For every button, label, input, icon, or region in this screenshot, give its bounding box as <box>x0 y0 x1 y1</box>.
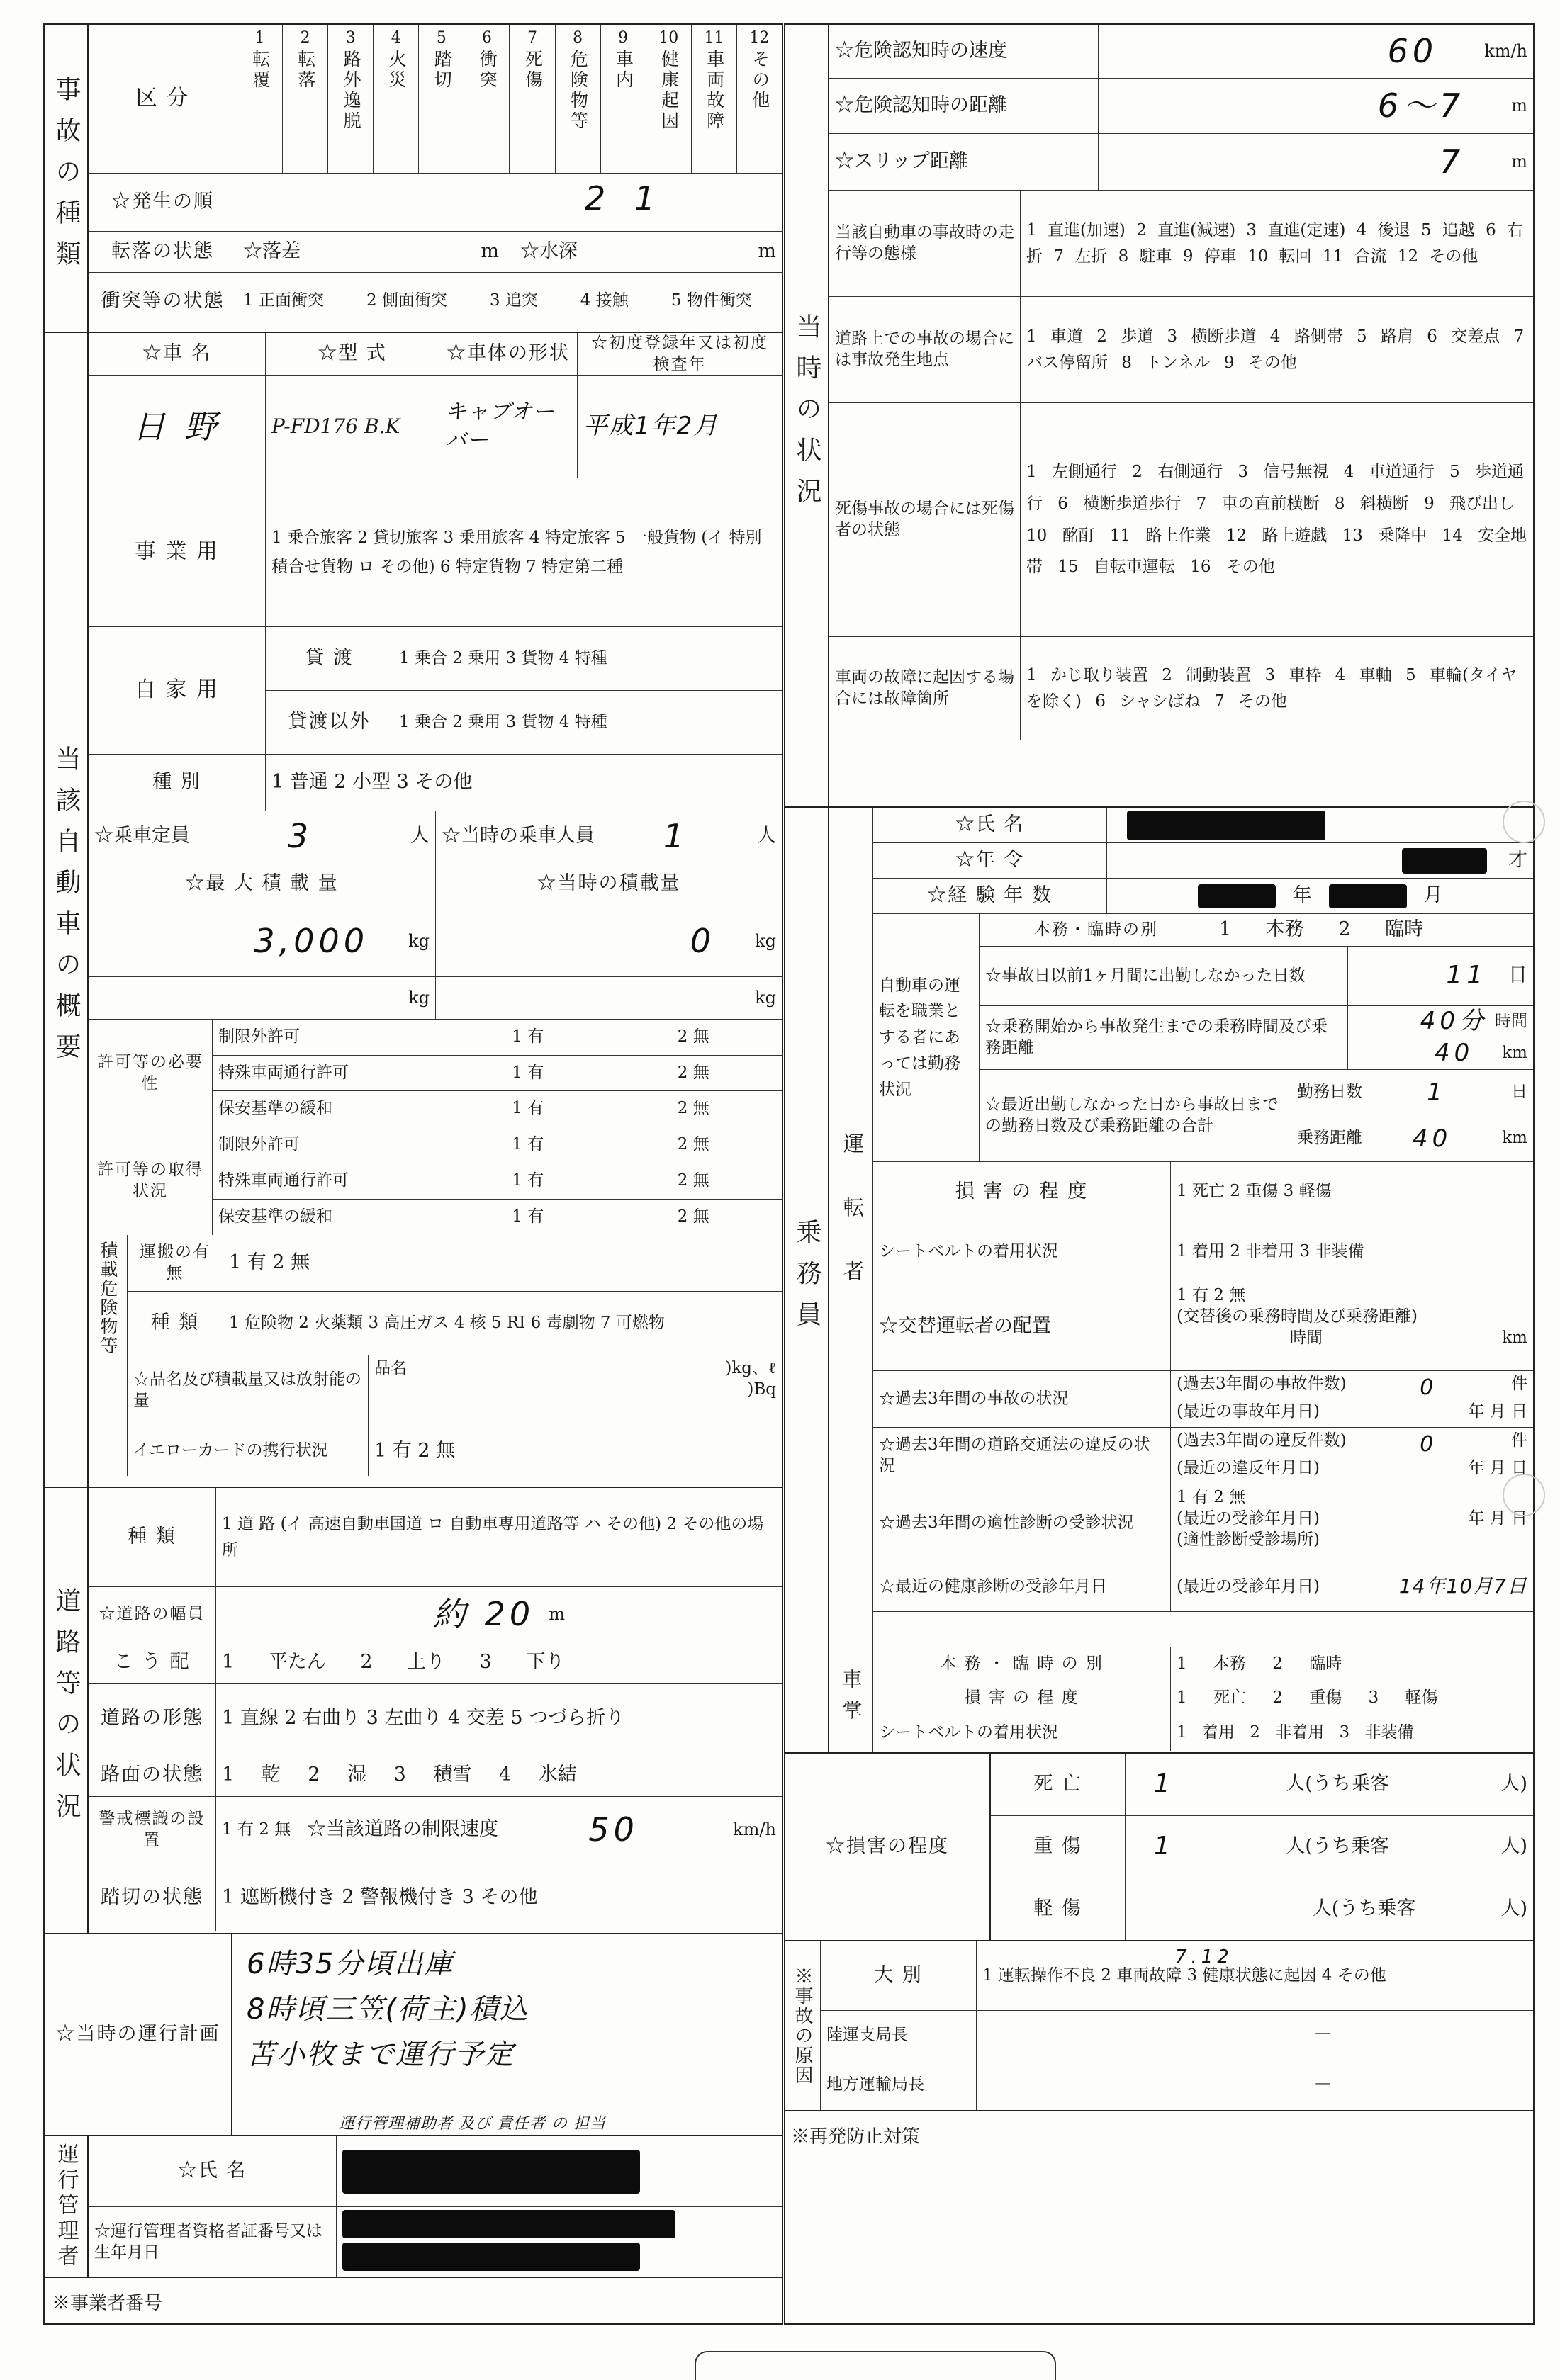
c-belt-opts: 1 着用 2 非着用 3 非装備 <box>1177 1723 1414 1742</box>
travel-opts: 1 直進(加速) 2 直進(減速) 3 直進(定速) 4 後退 5 追越 6 右折 7 左折 8 駐車 9 停車 10 転回 11 合流 12 その他 <box>1026 220 1524 266</box>
accident-category-3 <box>328 25 374 173</box>
kind-opts: 1 普通 2 小型 3 その他 <box>271 771 473 794</box>
permit-no: 2 無 <box>677 1027 709 1046</box>
biz-opts: 1 乗合旅客 2 貸切旅客 3 乗用旅客 4 特定旅客 5 一般貨物 (イ 特別積合せ貨物 ロ その他) 6 特定貨物 7 特定第二種 <box>271 529 762 576</box>
permit-get-row <box>213 1200 782 1235</box>
road-title: 道路等の状況 <box>45 1488 89 1933</box>
category-list <box>237 25 782 173</box>
past-vio-count-label: (過去3年間の違反件数) <box>1177 1431 1347 1450</box>
road-width-unit: m <box>549 1604 565 1625</box>
accident-category-text: その他 <box>749 50 770 112</box>
nolend-label: 貸渡以外 <box>266 691 393 754</box>
capacity-label: ☆乗車定員 <box>94 825 190 847</box>
reg-label: ☆初度登録年又は初度検査年 <box>591 333 768 373</box>
health-value: 14年10月7日 <box>1398 1574 1527 1598</box>
order-value-1: 2 <box>585 179 610 218</box>
aptitude-opts: 1 有 2 無 <box>1177 1488 1246 1506</box>
road-shape-label: 道路の形態 <box>89 1684 216 1754</box>
accident-category-number: 8 <box>573 29 583 47</box>
aptitude-label: ☆過去3年間の適性診断の受診状況 <box>873 1484 1171 1562</box>
speed-value: 60 <box>1387 32 1438 71</box>
road-width-label: ☆道路の幅員 <box>89 1587 216 1642</box>
accident-category-number: 6 <box>481 29 492 47</box>
accident-type-title: 事故の種類 <box>45 25 89 332</box>
kubun-label: 区 分 <box>89 25 237 173</box>
minor-unit: 人(うち乗客 <box>1312 1897 1416 1920</box>
accident-category-6 <box>464 25 510 173</box>
road-section <box>45 1488 782 1934</box>
injury-label: 損 害 の 程 度 <box>873 1162 1171 1222</box>
permit-yes: 1 有 <box>512 1171 544 1190</box>
death-close: 人) <box>1500 1773 1527 1795</box>
slip-value: 7 <box>1439 142 1465 181</box>
road-place-label: 道路上での事故の場合には事故発生地点 <box>829 297 1021 402</box>
haz-kind-label: 種 類 <box>128 1292 223 1355</box>
maxload-value: 3,000 <box>254 922 369 961</box>
accident-category-text: 危険物等 <box>568 50 589 132</box>
dist-value: 40 <box>1412 1124 1452 1153</box>
accident-type-section <box>45 25 782 333</box>
permit-item-label: 制限外許可 <box>213 1020 439 1055</box>
plan-line-2: 8時頃三笠(荷主)積込 <box>247 1993 529 2026</box>
driver-exp-month: 月 <box>1423 884 1443 907</box>
left-column <box>43 23 783 2325</box>
worktime-label: ☆乗務開始から事故発生までの乗務時間及び乗務距離 <box>980 1006 1348 1069</box>
road-width-value: 約 20 <box>433 1595 535 1634</box>
yellow-opts: 1 有 2 無 <box>374 1439 456 1462</box>
manager-cert-label: ☆運行管理者資格者証番号又は生年月日 <box>89 2207 337 2278</box>
collision-opt-3: 3 追突 <box>489 291 538 310</box>
accident-category-number: 2 <box>300 29 310 47</box>
dist-label: 乗務距離 <box>1297 1128 1362 1147</box>
c-type-label: 本 務 ・ 臨 時 の 別 <box>873 1647 1171 1681</box>
operator-number-label: ※事業者番号 <box>52 2293 163 2314</box>
distance-unit: m <box>1511 96 1527 116</box>
punch-hole-mark-2 <box>1503 1474 1545 1516</box>
yellow-label: イエローカードの携行状況 <box>128 1426 369 1476</box>
serious-close: 人) <box>1500 1835 1527 1858</box>
relief-opts: 1 有 2 無 <box>1177 1286 1246 1304</box>
relief-km: km <box>1502 1328 1527 1347</box>
permit-get-row <box>213 1163 782 1200</box>
accident-category-4 <box>374 25 419 173</box>
accident-category-2 <box>283 25 328 173</box>
c-type-opts: 1 本務 2 臨時 <box>1177 1654 1342 1673</box>
curload-unit-2: kg <box>755 988 776 1008</box>
permit-no: 2 無 <box>677 1063 709 1082</box>
belt-opts: 1 着用 2 非着用 3 非装備 <box>1177 1242 1364 1261</box>
capacity-unit: 人 <box>410 825 430 847</box>
minor-close: 人) <box>1500 1897 1527 1920</box>
accident-category-text: 健康起因 <box>658 50 680 132</box>
accident-category-number: 10 <box>658 29 679 47</box>
manager-title: 運行管理者 <box>45 2136 89 2277</box>
crew-title: 乗務員 <box>785 808 829 1752</box>
permit-item-opts <box>439 1127 782 1163</box>
biz-label: 事 業 用 <box>89 478 266 626</box>
past-acc-ymd: 年 月 日 <box>1468 1402 1527 1421</box>
permit-yes: 1 有 <box>512 1207 544 1226</box>
permit-need-row <box>213 1091 782 1127</box>
c-belt-label: シートベルトの着用状況 <box>873 1715 1171 1751</box>
dist-unit: km <box>1502 1128 1527 1147</box>
travel-label: 当該自動車の事故時の走行等の態様 <box>829 191 1021 296</box>
accident-category-number: 9 <box>618 29 629 47</box>
kind-label: 種 別 <box>89 755 266 811</box>
past-vio-unit: 件 <box>1511 1431 1527 1450</box>
accident-category-text: 踏切 <box>432 50 453 91</box>
haz-unit-1: )kg、ℓ <box>725 1359 776 1377</box>
aptitude-ymd: 年 月 日 <box>1468 1508 1527 1528</box>
permit-need-label: 許可等の必要性 <box>89 1020 213 1127</box>
distance-label: ☆危険認知時の距離 <box>829 79 1099 133</box>
accident-category-text: 転覆 <box>249 50 271 91</box>
limit-label: ☆当該道路の制限速度 <box>307 1818 498 1841</box>
accident-category-number: 11 <box>704 29 724 47</box>
order-label: ☆発生の順 <box>89 174 237 231</box>
driver-exp-year-redacted <box>1198 884 1276 908</box>
c-injury-label: 損 害 の 程 度 <box>873 1681 1171 1715</box>
region-value: － <box>1313 2073 1332 2096</box>
accident-category-text: 火災 <box>386 50 408 91</box>
workdist-unit: km <box>1502 1043 1527 1062</box>
victim-opts: 1 左側通行 2 右側通行 3 信号無視 4 車道通行 5 歩道通行 6 横断歩道歩行 7 車の直前横断 8 斜横断 9 飛び出し 10 酩酊 11 路上作業 12 路上遊戯 13 乗降中 14 安全地帯 15 自転車運転 16 その他 <box>1026 462 1527 577</box>
accident-category-7 <box>510 25 555 173</box>
duty-label: 自動車の運転を職業とする者にあっては勤務状況 <box>873 914 980 1161</box>
permit-no: 2 無 <box>677 1207 709 1226</box>
permit-item-opts <box>439 1091 782 1127</box>
accident-category-10 <box>646 25 692 173</box>
defect-label: 車両の故障に起因する場合には故障箇所 <box>829 637 1021 740</box>
driver-exp-month-redacted <box>1329 884 1407 908</box>
accident-category-8 <box>556 25 601 173</box>
accident-category-number: 4 <box>391 29 401 47</box>
shape-value: キャブオーバー <box>439 376 578 478</box>
major-note: 7.12 <box>1175 1946 1233 1968</box>
conductor-title: 車掌 <box>839 1669 863 1731</box>
accident-category-number: 3 <box>345 29 356 47</box>
manager-dob-redacted <box>342 2243 640 2271</box>
driver-exp-year: 年 <box>1292 884 1312 907</box>
haz-name-label: ☆品名及び積載量又は放射能の量 <box>128 1355 369 1426</box>
surface-label: 路面の状態 <box>89 1754 216 1796</box>
past-acc-label: ☆過去3年間の事故の状況 <box>873 1371 1171 1427</box>
accident-category-text: 衝突 <box>477 50 498 91</box>
permit-no: 2 無 <box>677 1099 709 1118</box>
surface-opts: 1 乾 2 湿 3 積雪 4 氷結 <box>222 1764 577 1786</box>
worktime-unit: 時間 <box>1495 1012 1527 1031</box>
distance-value: 6〜7 <box>1377 86 1465 125</box>
past-vio-date-label: (最近の違反年月日) <box>1177 1459 1320 1477</box>
rest-unit: 日 <box>1508 964 1527 987</box>
plan-line-1: 6時35分頃出庫 <box>247 1948 454 1980</box>
car-name-value: 日 野 <box>89 376 266 478</box>
defect-opts: 1 かじ取り装置 2 制動装置 3 車枠 4 車軸 5 車輪(タイヤを除く) 6 シャシばね 7 その他 <box>1026 665 1517 711</box>
permit-item-label: 特殊車両通行許可 <box>213 1163 439 1199</box>
permit-item-label: 制限外許可 <box>213 1127 439 1163</box>
plan-line-3: 苫小牧まで運行予定 <box>247 2038 515 2071</box>
road-kind-label: 種 類 <box>89 1488 216 1586</box>
manager-section <box>45 2136 782 2278</box>
permit-item-opts <box>439 1200 782 1235</box>
permit-item-opts <box>439 1163 782 1199</box>
damage-label: ☆損害の程度 <box>785 1754 991 1940</box>
permit-yes: 1 有 <box>512 1027 544 1046</box>
days-value: 1 <box>1427 1078 1447 1107</box>
permit-item-opts <box>439 1056 782 1091</box>
aptitude-place-label: (適性診断受診場所) <box>1177 1530 1320 1549</box>
relief-note: (交替後の乗務時間及び乗務距離) <box>1177 1307 1418 1326</box>
serious-value: 1 <box>1154 1832 1174 1861</box>
situation-title: 当時の状況 <box>785 25 829 806</box>
prevent-label: ※再発防止対策 <box>791 2126 921 2148</box>
damage-section <box>785 1754 1533 1941</box>
death-unit: 人(うち乗客 <box>1286 1773 1389 1795</box>
riders-value: 1 <box>663 817 689 856</box>
private-label: 自 家 用 <box>89 627 266 754</box>
punch-hole-mark <box>1503 801 1545 843</box>
curload-label: ☆当時の積載量 <box>537 872 681 895</box>
slip-unit: m <box>1511 152 1527 172</box>
accident-category-number: 7 <box>527 29 537 47</box>
driver-title: 運転者 <box>838 1132 864 1324</box>
past-vio-count: 0 <box>1420 1432 1438 1457</box>
permit-yes: 1 有 <box>512 1063 544 1082</box>
permit-yes: 1 有 <box>512 1135 544 1154</box>
permit-item-opts <box>439 1020 782 1055</box>
accident-category-text: 車内 <box>613 50 634 91</box>
riders-unit: 人 <box>757 825 776 847</box>
accident-category-12 <box>737 25 782 173</box>
haz-kind-opts: 1 危険物 2 火薬類 3 高圧ガス 4 核 5 RI 6 毒劇物 7 可燃物 <box>229 1313 665 1332</box>
worktime-value: 40分 <box>1420 1007 1488 1036</box>
car-name-label: ☆車 名 <box>89 333 266 375</box>
permit-need-row <box>213 1056 782 1092</box>
major-label: 大 別 <box>821 1941 977 2010</box>
slope-opts: 1 平たん 2 上り 3 下り <box>222 1651 565 1674</box>
permit-get-label: 許可等の取得状況 <box>89 1127 213 1235</box>
haz-name-text: 品名 <box>374 1359 407 1377</box>
shape-label: ☆車体の形状 <box>439 333 578 375</box>
plan-section <box>45 1934 782 2136</box>
duty-type-label: 本務・臨時の別 <box>980 914 1213 946</box>
recent-label: ☆最近出勤しなかった日から事故日までの勤務日数及び乗務距離の合計 <box>980 1070 1291 1161</box>
permit-item-label: 保安基準の緩和 <box>213 1091 439 1127</box>
order-value-2: 1 <box>634 179 660 218</box>
accident-category-text: 転落 <box>295 50 316 91</box>
permit-get-row <box>213 1127 782 1163</box>
permit-item-label: 保安基準の緩和 <box>213 1200 439 1235</box>
curload-value: 0 <box>690 922 716 961</box>
belt-label: シートベルトの着用状況 <box>873 1222 1171 1282</box>
road-place-opts: 1 車道 2 歩道 3 横断歩道 4 路側帯 5 路肩 6 交差点 7 バス停留所 8 トンネル 9 その他 <box>1026 327 1525 372</box>
signal-label: 警戒標識の設置 <box>89 1797 216 1863</box>
nolend-opts: 1 乗合 2 乗用 3 貨物 4 特種 <box>399 712 607 731</box>
driver-age-unit: 才 <box>1508 849 1527 872</box>
model-value: P-FD176 B.K <box>266 376 439 478</box>
lend-label: 貸 渡 <box>266 627 393 690</box>
haz-have-label: 運搬の有無 <box>128 1235 223 1291</box>
manager-name-redacted <box>342 2150 640 2194</box>
accident-category-11 <box>692 25 737 173</box>
victim-label: 死傷事故の場合には死傷者の状態 <box>829 403 1021 636</box>
hazard-label: 積載危険物等 <box>89 1235 128 1476</box>
past-acc-date-label: (最近の事故年月日) <box>1177 1402 1320 1421</box>
accident-category-5 <box>419 25 464 173</box>
plan-label: ☆当時の運行計画 <box>45 1934 232 2135</box>
serious-label: 重 傷 <box>991 1816 1126 1878</box>
past-acc-unit: 件 <box>1511 1375 1527 1393</box>
major-opts-cell <box>977 1941 1533 2010</box>
maxload-unit: kg <box>408 931 430 952</box>
signal-opts: 1 有 2 無 <box>216 1797 301 1863</box>
accident-category-text: 死傷 <box>522 50 544 91</box>
water-depth-label: ☆水深 <box>520 240 578 263</box>
days-label: 勤務日数 <box>1297 1083 1362 1102</box>
fall-label: 転落の状態 <box>89 232 237 272</box>
accident-category-number: 1 <box>254 29 265 47</box>
accident-category-text: 車両故障 <box>704 50 725 132</box>
plan-note: 運行管理補助者 及び 責任者 の 担当 <box>339 2115 606 2133</box>
bottom-stamp-mark <box>695 2351 1056 2380</box>
reg-value: 平成1年2月 <box>583 412 719 441</box>
days-unit: 日 <box>1510 1083 1527 1102</box>
major-opts: 1 運転操作不良 2 車両故障 3 健康状態に起因 4 その他 <box>982 1966 1386 1985</box>
collision-label: 衝突等の状態 <box>89 273 237 329</box>
past-acc-count: 0 <box>1420 1375 1438 1400</box>
land-value: － <box>1313 2024 1332 2046</box>
driver-name-label: ☆氏 名 <box>873 808 1107 842</box>
road-shape-opts: 1 直線 2 右曲り 3 左曲り 4 交差 5 つづら折り <box>222 1707 625 1730</box>
water-depth-unit: m <box>758 240 776 263</box>
relief-label: ☆交替運転者の配置 <box>873 1282 1171 1370</box>
death-label: 死 亡 <box>991 1754 1126 1815</box>
injury-opts: 1 死亡 2 重傷 3 軽傷 <box>1177 1182 1332 1201</box>
rest-label: ☆事故日以前1ヶ月間に出勤しなかった日数 <box>980 947 1348 1005</box>
crew-section <box>785 808 1533 1754</box>
manager-name-label: ☆氏 名 <box>89 2136 337 2206</box>
health-label: ☆最近の健康診断の受診年月日 <box>873 1562 1171 1611</box>
serious-unit: 人(うち乗客 <box>1286 1835 1389 1858</box>
relief-time: 時間 <box>1290 1328 1323 1347</box>
aptitude-date-label: (最近の受診年月日) <box>1177 1508 1320 1528</box>
past-vio-label: ☆過去3年間の道路交通法の違反の状況 <box>873 1428 1171 1484</box>
fall-drop-label: ☆落差 <box>243 240 301 263</box>
riders-label: ☆当時の乗車人員 <box>442 825 595 847</box>
manager-cert-redacted <box>342 2210 675 2238</box>
limit-value: 50 <box>588 1810 639 1849</box>
region-label: 地方運輸局長 <box>821 2060 977 2110</box>
driver-age-redacted <box>1402 848 1487 874</box>
accident-category-9 <box>601 25 646 173</box>
lend-opts: 1 乗合 2 乗用 3 貨物 4 特種 <box>399 648 607 667</box>
maxload-label: ☆最 大 積 載 量 <box>89 862 436 906</box>
permit-yes: 1 有 <box>512 1099 544 1118</box>
accident-category-text: 路外逸脱 <box>341 50 362 132</box>
maxload-unit-2: kg <box>408 988 430 1008</box>
road-kind-opts: 1 道 路 (イ 高速自動車国道 ロ 自動車専用道路等 ハ その他) 2 その他の場所 <box>222 1514 764 1560</box>
collision-opt-1: 1 正面衝突 <box>243 291 324 310</box>
limit-unit: km/h <box>733 1820 776 1840</box>
driver-name-redacted <box>1127 811 1325 840</box>
crossing-label: 踏切の状態 <box>89 1863 216 1931</box>
cause-title: ※事故の原因 <box>792 1966 813 2085</box>
accident-category-number: 5 <box>436 29 447 47</box>
collision-opt-2: 2 側面衝突 <box>366 291 447 310</box>
accident-category-1 <box>237 25 283 173</box>
health-date-label: (最近の受診年月日) <box>1177 1577 1320 1596</box>
curload-unit: kg <box>755 931 776 952</box>
permit-no: 2 無 <box>677 1171 709 1190</box>
vehicle-title: 当該自動車の概要 <box>45 333 89 1487</box>
minor-label: 軽 傷 <box>991 1878 1126 1940</box>
vehicle-section <box>45 333 782 1488</box>
model-label: ☆型 式 <box>266 333 439 375</box>
cause-section <box>785 1941 1533 2111</box>
rest-value: 11 <box>1446 961 1487 991</box>
land-label: 陸運支局長 <box>821 2011 977 2060</box>
collision-opt-4: 4 接触 <box>580 291 629 310</box>
driver-age-label: ☆年 令 <box>873 843 1107 878</box>
order-row <box>237 174 782 231</box>
accident-category-number: 12 <box>749 29 770 47</box>
permit-no: 2 無 <box>677 1135 709 1154</box>
driver-exp-label: ☆経 験 年 数 <box>873 879 1107 913</box>
permit-get-group <box>89 1127 782 1235</box>
speed-unit: km/h <box>1484 41 1527 62</box>
collision-opt-5: 5 物件衝突 <box>670 291 752 310</box>
c-injury-opts: 1 死亡 2 重傷 3 軽傷 <box>1177 1688 1438 1707</box>
permit-item-label: 特殊車両通行許可 <box>213 1056 439 1091</box>
crossing-opts: 1 遮断機付き 2 警報機付き 3 その他 <box>222 1885 538 1908</box>
slip-label: ☆スリップ距離 <box>829 134 1099 190</box>
slope-label: こ う 配 <box>89 1642 216 1683</box>
permit-block <box>89 1020 782 1235</box>
permit-need-group <box>89 1020 782 1127</box>
duty-type-opts: 1 本務 2 臨時 <box>1219 918 1424 941</box>
workdist-value: 40 <box>1434 1038 1474 1067</box>
death-value: 1 <box>1154 1769 1174 1799</box>
haz-have-opts: 1 有 2 無 <box>229 1251 310 1274</box>
fall-drop-unit: m <box>481 240 499 263</box>
permit-need-row <box>213 1020 782 1056</box>
right-column <box>784 23 1535 2325</box>
capacity-value: 3 <box>287 817 313 856</box>
haz-unit-2: )Bq <box>747 1380 776 1399</box>
past-acc-count-label: (過去3年間の事故件数) <box>1177 1375 1347 1393</box>
speed-label: ☆危険認知時の速度 <box>829 25 1099 78</box>
past-vio-ymd: 年 月 日 <box>1468 1459 1527 1477</box>
situation-section <box>785 25 1533 808</box>
